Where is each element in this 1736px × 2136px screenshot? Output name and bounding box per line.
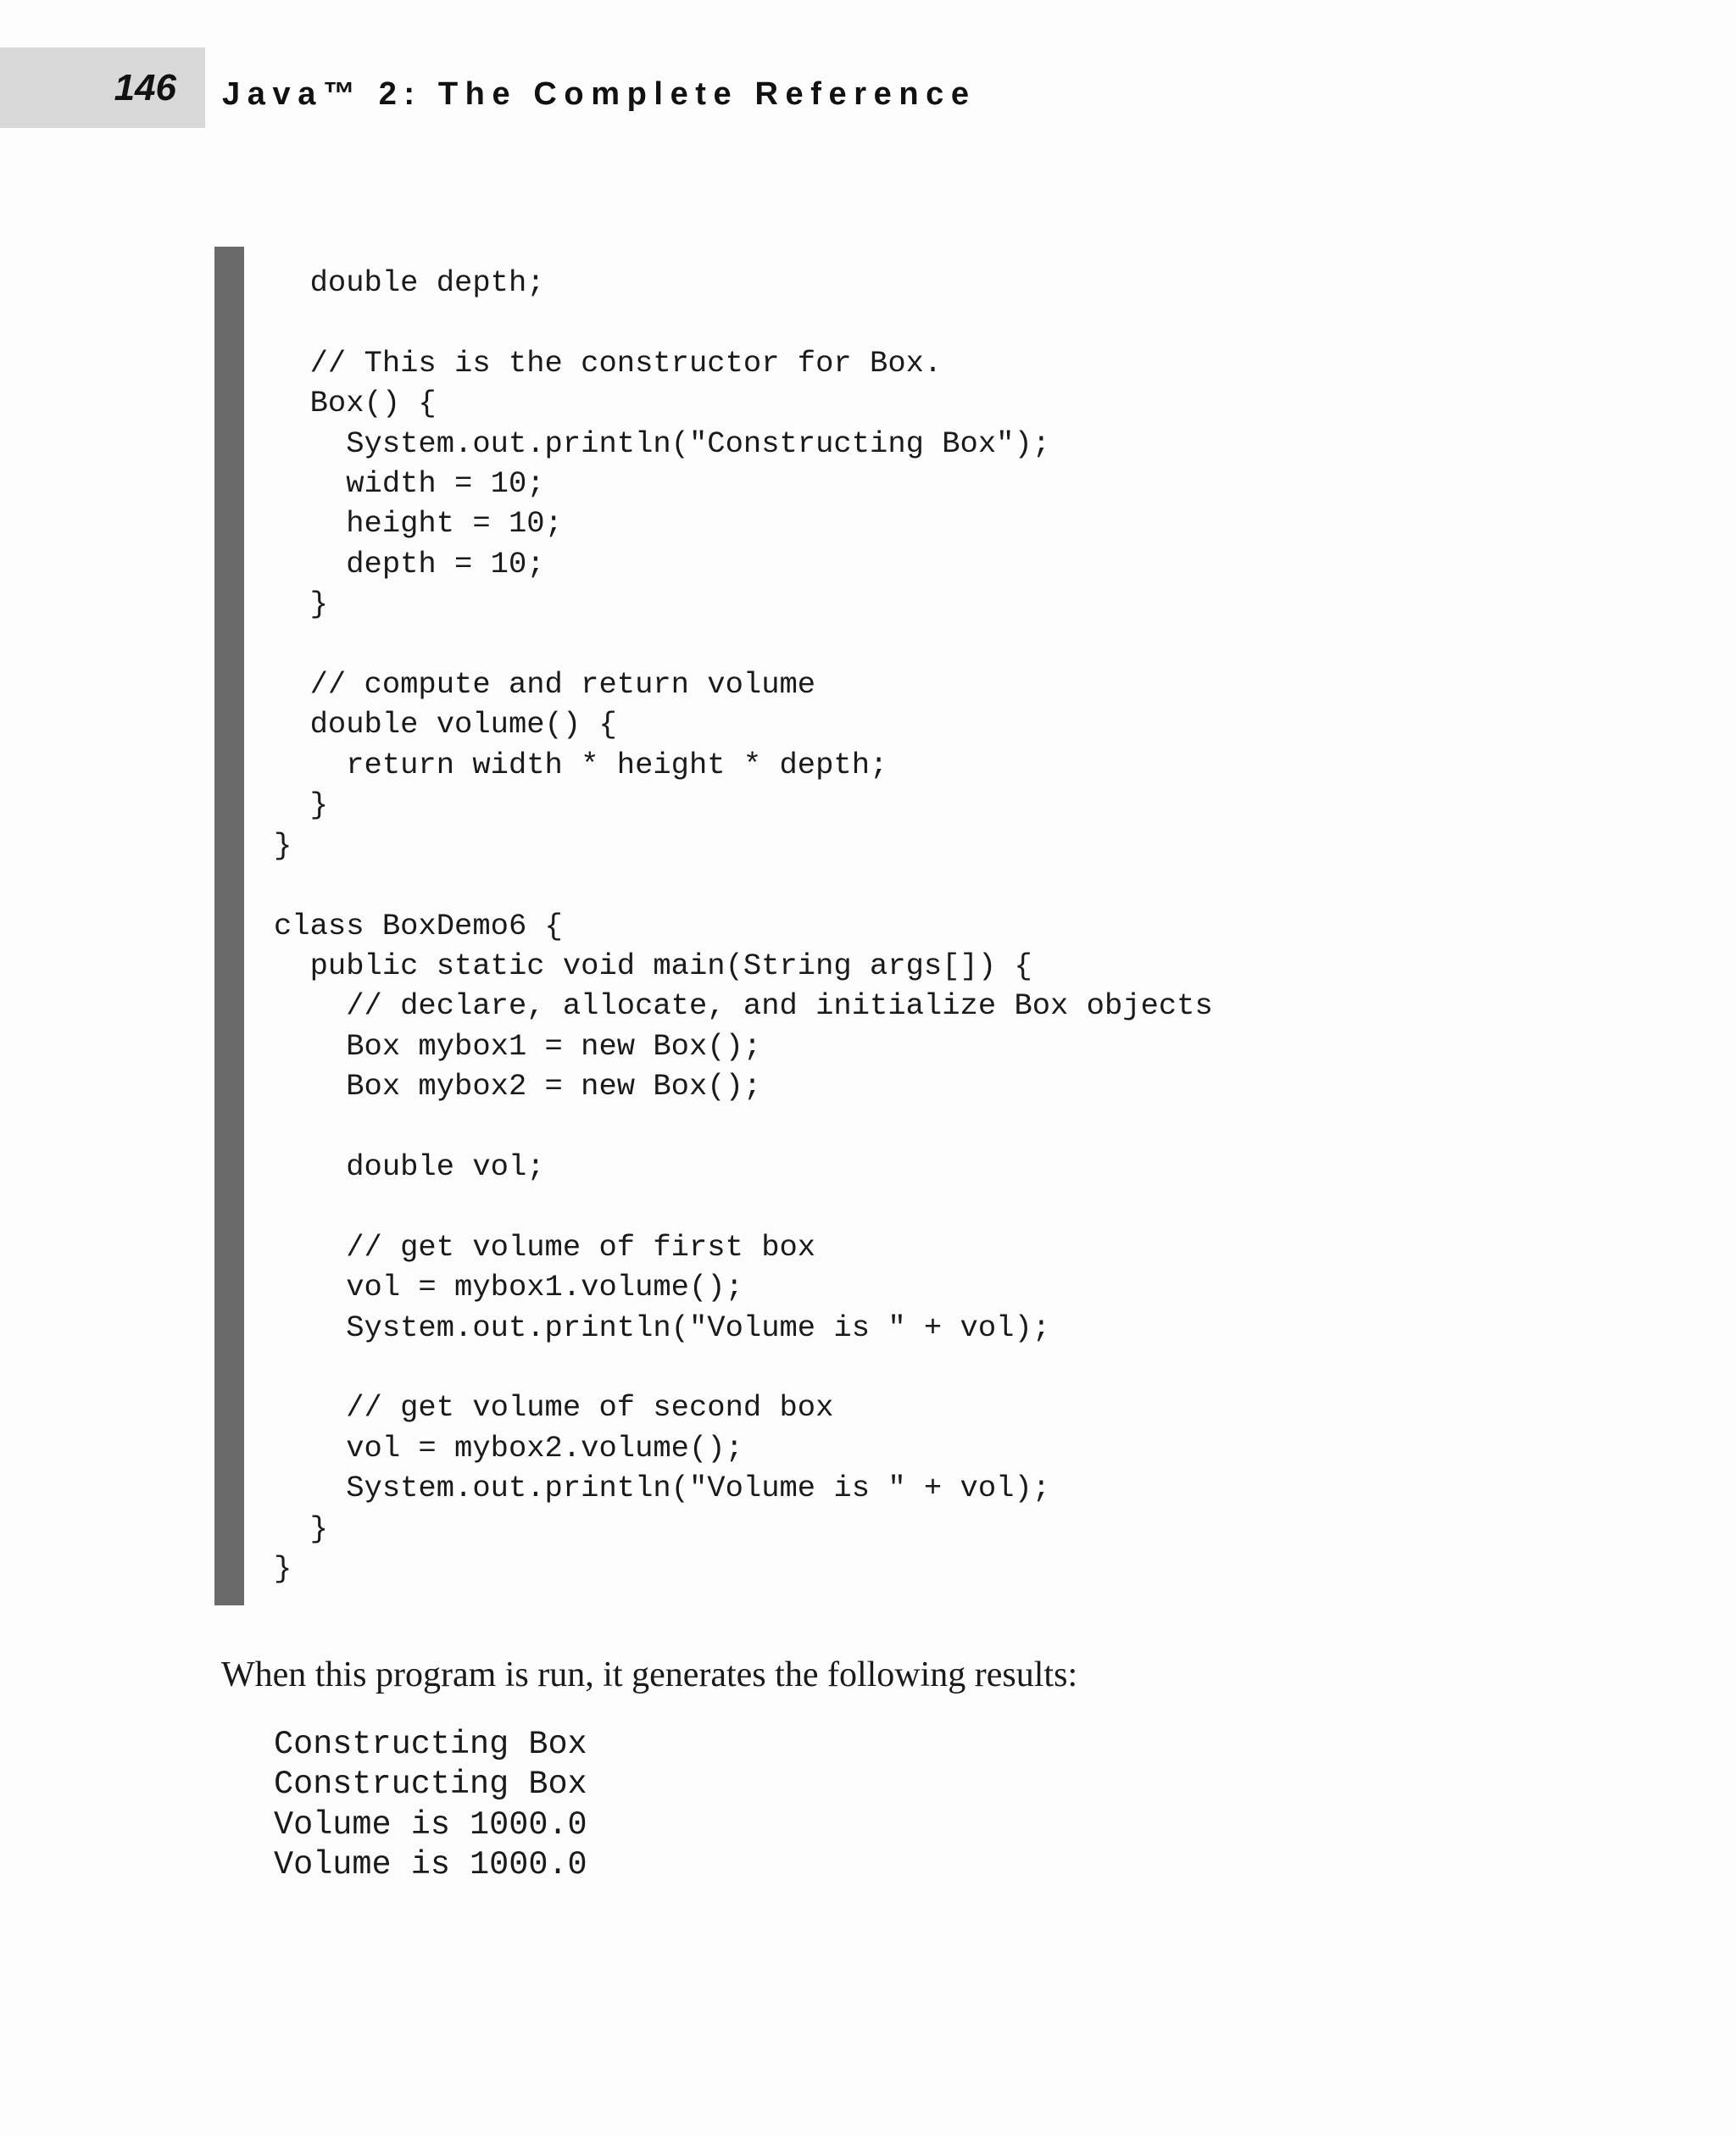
- body-paragraph: When this program is run, it generates the following results:: [221, 1655, 1078, 1694]
- code-listing-bar: [214, 247, 244, 1605]
- running-head: Java™ 2: The Complete Reference: [222, 76, 976, 112]
- program-output: Constructing Box Constructing Box Volume is 1000.0 Volume is 1000.0: [274, 1726, 587, 1884]
- page-number: 146: [114, 67, 176, 108]
- code-listing: double depth; // This is the constructor for Box. Box() { System.out.println("Constructing Box"); width = 10; height = 10; depth = 10; } // compute and return volume double volume() { return width * height * depth; } } class BoxDemo6 { public static void main(String args[]) { // declare, allocate, and initialize Box objects Box mybox1 = new Box(); Box mybox2 = new Box(); double vol; // get volume of first box vol = mybox1.volume(); System.out.println("Volume is " + vol); // get volume of second box vol = mybox2.volume(); System.out.println("Volume is " + vol); } }: [274, 265, 1213, 1586]
